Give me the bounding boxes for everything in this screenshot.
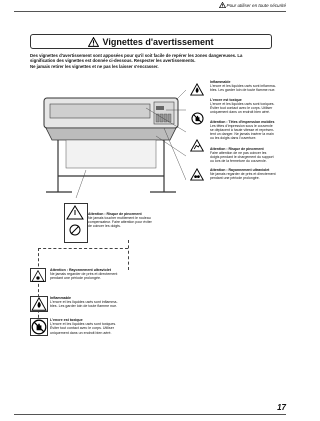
- callout-line: doigts pendant le chargement du support: [210, 155, 274, 160]
- flammable-sticker: [30, 296, 48, 312]
- callout-heading: Attention : Risque de pincement: [88, 212, 142, 216]
- callout-line: Éviter tout contact avec le corps. Utiliser: [210, 106, 273, 111]
- label-line: Ne jamais regarder de près et directement: [50, 272, 118, 277]
- callout-line: Ne jamais toucher mutilement le rouleau: [88, 216, 151, 221]
- label-line: Éviter tout contact avec le corps. Utiliser: [50, 326, 114, 331]
- pinch-label: [190, 167, 204, 181]
- label-line: L'encre et les liquides usés sont inflamma-: [50, 300, 118, 305]
- callout-line: Faire attention de ne pas coincer les: [210, 151, 267, 156]
- label-heading: L'encre est toxique: [50, 318, 83, 322]
- callout-line: bles. Les garder loin de toute flamme nue.: [210, 88, 276, 93]
- callout-line: L'encre et les liquides usés sont inflamma-: [210, 84, 276, 89]
- callout-pinch: [210, 147, 295, 163]
- page-title: Vignettes d'avertissement: [102, 36, 214, 47]
- callout-line: compensateur. Faire attention pour éviter: [88, 220, 152, 225]
- warning-triangle-icon: [219, 2, 226, 8]
- callout-flammable: [210, 80, 295, 92]
- callout-toxic: [210, 98, 295, 114]
- hand-crush-icon: [190, 139, 204, 152]
- section-label: Pour utiliser en toute sécurité: [226, 2, 286, 8]
- callout-heading: Attention : Têtes d'impression mobiles: [210, 120, 275, 124]
- callout-heading: Inflammable: [210, 80, 231, 84]
- callout-line: pendant une période prolongée.: [210, 176, 260, 181]
- callout-line: L'encre et les liquides usés sont toxiques.: [210, 102, 275, 107]
- intro-line: signification des vignettes est donnée ci-dessous. Respecter les avertissements.: [30, 58, 196, 64]
- callout-pinch-roller: [88, 212, 168, 228]
- prohibited-hand-icon: [191, 112, 204, 125]
- flame-icon: [31, 297, 47, 311]
- bottom-label-flammable: [50, 296, 160, 309]
- uv-warning-icon: [31, 270, 45, 282]
- uv-sticker: [30, 268, 46, 282]
- leader-line: [38, 248, 128, 249]
- callout-line: tent un danger. Ne jamais insérer la main: [210, 132, 274, 137]
- bottom-label-uv: [50, 268, 160, 281]
- toxic-sticker: [30, 318, 48, 336]
- flame-icon: [190, 83, 204, 96]
- prohibited-hand-icon: [31, 319, 47, 335]
- pinch-icon: [190, 168, 204, 181]
- intro-line: Ne jamais retirer les vignettes et ne pas les laisser s'encrasser.: [30, 63, 159, 69]
- pinch-roller-icon: [65, 204, 85, 240]
- callout-line: Les têtes d'impression sous le couvercle: [210, 124, 273, 129]
- footer-divider: [14, 414, 286, 415]
- callout-line: ou les doigts dans l'ouverture.: [210, 136, 257, 141]
- header-divider: [14, 11, 286, 12]
- label-heading: Attention : Rayonnement ultraviolet: [50, 268, 111, 272]
- callout-line: de coincer les doigts.: [88, 224, 121, 229]
- callout-heading: L'encre est toxique: [210, 98, 242, 102]
- title-banner: [30, 34, 272, 49]
- label-line: L'encre et les liquides usés sont toxiques.: [50, 322, 117, 327]
- label-line: bles. Les garder loin de toute flamme nue.: [50, 304, 118, 309]
- warning-triangle-icon: [88, 37, 99, 47]
- leader-line: [38, 248, 39, 328]
- pinch-roller-label: [64, 203, 88, 243]
- label-heading: Inflammable: [50, 296, 71, 300]
- callout-line: se déplacent à haute vitesse et représen-: [210, 128, 275, 133]
- leader-line: [128, 240, 129, 270]
- printer-illustration: [36, 80, 186, 200]
- label-line: uniquement dans un endroit bien aéré.: [50, 330, 112, 335]
- intro-paragraph: [30, 53, 280, 69]
- flammable-label: [190, 82, 204, 96]
- bottom-label-toxic: [50, 318, 160, 335]
- callout-heading: Attention : Rayonnement ultraviolet: [210, 168, 270, 172]
- section-header: [219, 2, 287, 8]
- callout-uv: [210, 168, 295, 180]
- callout-moving-heads: [210, 120, 295, 140]
- callout-line: uniquement dans un endroit bien aéré.: [210, 110, 270, 115]
- callout-line: Ne jamais regarder de près et directement: [210, 172, 276, 177]
- page-number: 17: [277, 403, 286, 412]
- no-touch-label: [190, 111, 204, 125]
- callout-line: ou lors de la fermeture du couvercle.: [210, 159, 267, 164]
- callout-heading: Attention : Risque de pincement: [210, 147, 264, 151]
- moving-heads-label: [190, 138, 204, 152]
- label-line: pendant une période prolongée.: [50, 276, 101, 281]
- intro-line: Des vignettes d'avertissement sont apposées pour qu'il soit facile de repérer les zones dangereuses. La: [30, 53, 243, 58]
